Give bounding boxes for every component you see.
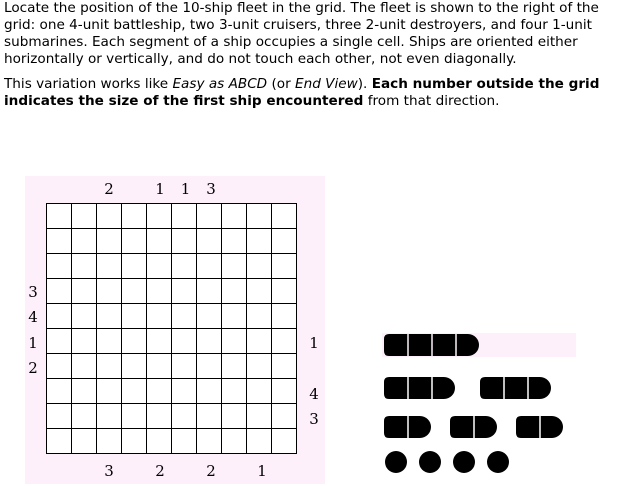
grid-cell[interactable] bbox=[197, 304, 222, 329]
grid-cell[interactable] bbox=[72, 404, 97, 429]
grid-cell[interactable] bbox=[122, 329, 147, 354]
grid-cell[interactable] bbox=[172, 254, 197, 279]
grid-cell[interactable] bbox=[97, 404, 122, 429]
fleet-battleship-icon bbox=[384, 333, 480, 357]
clue-left-4: 4 bbox=[28, 308, 38, 326]
variation-text-a: This variation works like bbox=[4, 76, 173, 92]
grid-cell[interactable] bbox=[172, 229, 197, 254]
grid-cell[interactable] bbox=[247, 354, 272, 379]
grid-cell[interactable] bbox=[272, 404, 297, 429]
grid-cell[interactable] bbox=[197, 254, 222, 279]
grid-cell[interactable] bbox=[172, 354, 197, 379]
grid-cell[interactable] bbox=[247, 329, 272, 354]
grid-cell[interactable] bbox=[222, 304, 247, 329]
grid-cell[interactable] bbox=[172, 204, 197, 229]
grid-cell[interactable] bbox=[122, 429, 147, 454]
grid-cell[interactable] bbox=[47, 404, 72, 429]
grid-cell[interactable] bbox=[47, 304, 72, 329]
grid-cell[interactable] bbox=[197, 329, 222, 354]
grid-row bbox=[47, 254, 297, 279]
grid-row bbox=[47, 379, 297, 404]
grid-cell[interactable] bbox=[272, 379, 297, 404]
grid-row bbox=[47, 279, 297, 304]
grid-cell[interactable] bbox=[47, 354, 72, 379]
grid-cell[interactable] bbox=[197, 404, 222, 429]
grid-cell[interactable] bbox=[197, 204, 222, 229]
clue-left-5: 1 bbox=[28, 333, 38, 352]
clue-bottom-2: 3 bbox=[104, 462, 114, 480]
grid-cell[interactable] bbox=[122, 204, 147, 229]
grid-cell[interactable] bbox=[72, 329, 97, 354]
grid-cell[interactable] bbox=[172, 329, 197, 354]
grid-cell[interactable] bbox=[47, 254, 72, 279]
grid-cell[interactable] bbox=[247, 279, 272, 304]
variation-text-b: (or bbox=[267, 76, 296, 92]
grid-cell[interactable] bbox=[222, 354, 247, 379]
grid-cell[interactable] bbox=[122, 229, 147, 254]
grid-cell[interactable] bbox=[47, 329, 72, 354]
grid-cell[interactable] bbox=[197, 379, 222, 404]
grid-cell[interactable] bbox=[272, 204, 297, 229]
fleet-destroyer-icon bbox=[384, 415, 432, 439]
clue-left-3: 3 bbox=[28, 282, 38, 301]
grid-cell[interactable] bbox=[147, 354, 172, 379]
grid-cell[interactable] bbox=[197, 354, 222, 379]
easy-as-abcd-text: Easy as ABCD bbox=[172, 76, 268, 92]
grid-cell[interactable] bbox=[172, 279, 197, 304]
grid-cell[interactable] bbox=[97, 429, 122, 454]
grid-cell[interactable] bbox=[272, 354, 297, 379]
grid-cell[interactable] bbox=[172, 379, 197, 404]
grid-cell[interactable] bbox=[247, 404, 272, 429]
grid-cell[interactable] bbox=[72, 229, 97, 254]
fleet-submarine-icon bbox=[452, 450, 476, 474]
grid-cell[interactable] bbox=[122, 254, 147, 279]
grid-row bbox=[47, 329, 297, 354]
grid-cell[interactable] bbox=[97, 379, 122, 404]
grid-row bbox=[47, 229, 297, 254]
grid-cell[interactable] bbox=[272, 229, 297, 254]
variation-text-d: from that direction. bbox=[363, 93, 500, 109]
grid-cell[interactable] bbox=[222, 279, 247, 304]
grid-cell[interactable] bbox=[222, 329, 247, 354]
grid-cell[interactable] bbox=[222, 204, 247, 229]
clue-right-7: 4 bbox=[309, 384, 319, 403]
grid-cell[interactable] bbox=[72, 254, 97, 279]
grid-cell[interactable] bbox=[197, 279, 222, 304]
grid-cell[interactable] bbox=[97, 204, 122, 229]
fleet-submarine-icon bbox=[418, 450, 442, 474]
fleet-destroyer-icon bbox=[450, 415, 498, 439]
variation-text-c: ). bbox=[357, 76, 372, 92]
grid-cell[interactable] bbox=[97, 254, 122, 279]
grid-cell[interactable] bbox=[247, 379, 272, 404]
grid-cell[interactable] bbox=[72, 379, 97, 404]
grid-cell[interactable] bbox=[222, 404, 247, 429]
grid-row bbox=[47, 404, 297, 429]
fleet-submarine-icon bbox=[384, 450, 408, 474]
grid-cell[interactable] bbox=[247, 254, 272, 279]
grid-cell[interactable] bbox=[147, 254, 172, 279]
grid-cell[interactable] bbox=[147, 404, 172, 429]
grid-cell[interactable] bbox=[122, 279, 147, 304]
grid-cell[interactable] bbox=[147, 229, 172, 254]
fleet-cruiser-icon bbox=[384, 376, 456, 400]
grid-cell[interactable] bbox=[147, 204, 172, 229]
grid-cell[interactable] bbox=[122, 379, 147, 404]
grid-cell[interactable] bbox=[147, 429, 172, 454]
grid-cell[interactable] bbox=[147, 329, 172, 354]
grid-cell[interactable] bbox=[47, 229, 72, 254]
clue-bottom-4: 2 bbox=[155, 462, 165, 480]
grid-cell[interactable] bbox=[47, 204, 72, 229]
grid-cell[interactable] bbox=[172, 404, 197, 429]
grid-cell[interactable] bbox=[272, 329, 297, 354]
clue-top-6: 3 bbox=[206, 180, 216, 198]
end-view-text: End View bbox=[295, 76, 358, 92]
grid-cell[interactable] bbox=[222, 379, 247, 404]
grid-cell[interactable] bbox=[247, 229, 272, 254]
grid-cell[interactable] bbox=[72, 429, 97, 454]
variation-paragraph bbox=[4, 76, 628, 110]
grid-cell[interactable] bbox=[222, 254, 247, 279]
grid-cell[interactable] bbox=[97, 354, 122, 379]
instructions bbox=[4, 0, 628, 118]
grid-cell[interactable] bbox=[47, 379, 72, 404]
puzzle-grid bbox=[46, 203, 297, 454]
grid-cell[interactable] bbox=[97, 329, 122, 354]
grid-row bbox=[47, 204, 297, 229]
grid-cell[interactable] bbox=[47, 279, 72, 304]
grid-cell[interactable] bbox=[97, 279, 122, 304]
grid-cell[interactable] bbox=[272, 279, 297, 304]
grid-cell[interactable] bbox=[272, 304, 297, 329]
clue-bottom-8: 1 bbox=[257, 462, 267, 480]
grid-cell[interactable] bbox=[47, 429, 72, 454]
fleet-cruiser-icon bbox=[480, 376, 552, 400]
grid-cell[interactable] bbox=[72, 354, 97, 379]
clue-right-8: 3 bbox=[309, 410, 319, 428]
grid-cell[interactable] bbox=[122, 404, 147, 429]
grid-cell[interactable] bbox=[147, 304, 172, 329]
clue-top-2: 2 bbox=[104, 180, 114, 198]
fleet-submarine-icon bbox=[486, 450, 510, 474]
grid-row bbox=[47, 304, 297, 329]
grid-cell[interactable] bbox=[172, 304, 197, 329]
grid-row bbox=[47, 354, 297, 379]
grid-cell[interactable] bbox=[222, 429, 247, 454]
grid-cell[interactable] bbox=[247, 304, 272, 329]
grid-cell[interactable] bbox=[247, 204, 272, 229]
grid-cell[interactable] bbox=[247, 429, 272, 454]
fleet-destroyer-icon bbox=[516, 415, 564, 439]
grid-cell[interactable] bbox=[147, 279, 172, 304]
clue-right-5: 1 bbox=[309, 333, 319, 352]
grid-cell[interactable] bbox=[97, 229, 122, 254]
clue-top-5: 1 bbox=[180, 180, 191, 198]
grid-cell[interactable] bbox=[197, 429, 222, 454]
grid-cell[interactable] bbox=[222, 229, 247, 254]
clue-bottom-6: 2 bbox=[206, 462, 216, 480]
grid-cell[interactable] bbox=[72, 304, 97, 329]
rules-paragraph: Locate the position of the 10-ship fleet in the grid. The fleet is shown to the right of the grid: one 4-unit battleship, two 3-unit cruisers, three 2-unit destroyers, and four 1-unit submarines. Each segment of a ship occupies a single cell. Ships are oriented either horizontally or vertically, and do not touch each other, not even diagonally. bbox=[4, 0, 599, 67]
grid-cell[interactable] bbox=[72, 279, 97, 304]
grid-row bbox=[47, 429, 297, 454]
grid-cell[interactable] bbox=[122, 304, 147, 329]
grid-cell[interactable] bbox=[97, 304, 122, 329]
grid-cell[interactable] bbox=[197, 229, 222, 254]
variation-bold-text: Each number outside the grid indicates the size of the first ship encountered bbox=[4, 76, 600, 109]
grid-cell[interactable] bbox=[272, 254, 297, 279]
grid-cell[interactable] bbox=[172, 429, 197, 454]
grid-cell[interactable] bbox=[72, 204, 97, 229]
grid-cell[interactable] bbox=[272, 429, 297, 454]
clue-top-4: 1 bbox=[155, 180, 165, 198]
grid-cell[interactable] bbox=[147, 379, 172, 404]
clue-left-6: 2 bbox=[28, 359, 38, 377]
grid-cell[interactable] bbox=[122, 354, 147, 379]
